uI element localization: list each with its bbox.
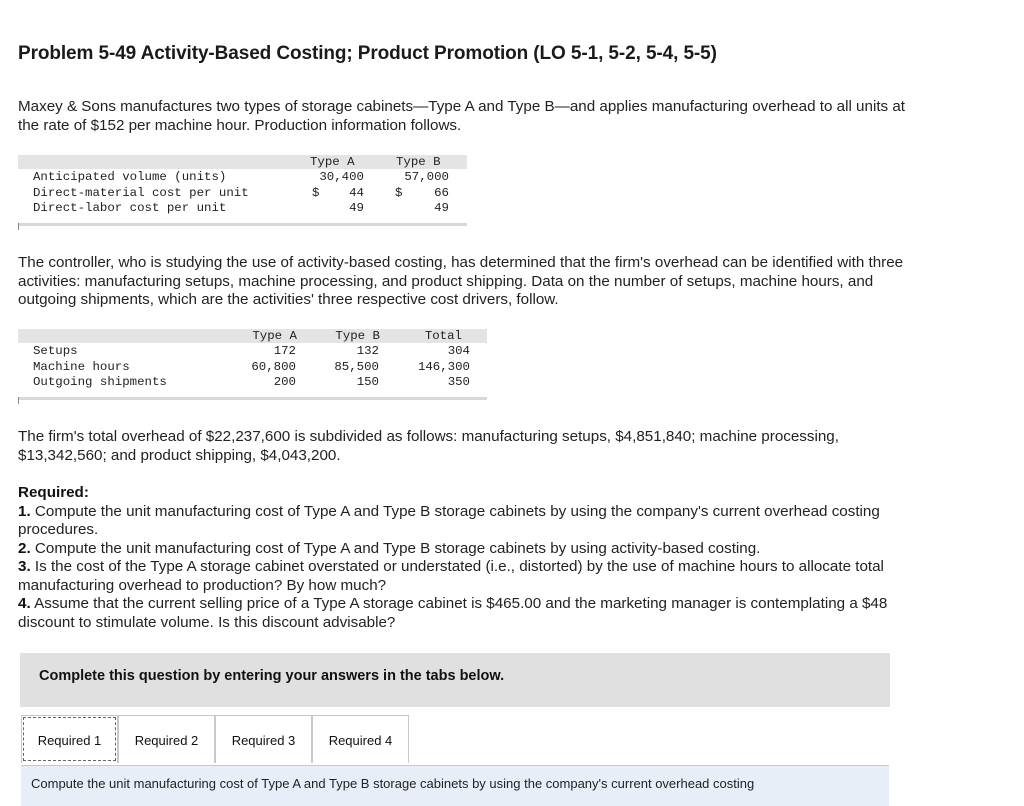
required-item-text: Compute the unit manufacturing cost of Type A and Type B storage cabinets by using the company's current overhead costing <box>34 502 880 520</box>
table1-row-label: Anticipated volume (units) <box>33 170 227 184</box>
table1-row-b: 49 <box>434 201 449 215</box>
required-item-number: 3. <box>18 558 31 575</box>
tab-content-panel <box>21 765 889 806</box>
table2-row-a: 60,800 <box>251 360 296 374</box>
required-item-number: 2. <box>18 539 31 557</box>
required-item <box>18 503 998 522</box>
table2-row-total: 304 <box>447 344 470 358</box>
table2-row-b: 132 <box>356 344 379 358</box>
controller-paragraph <box>18 254 903 310</box>
required-item-continued: procedures. <box>18 521 99 538</box>
table1-header-type-b: Type B <box>396 155 441 169</box>
table1-header-type-a: Type A <box>310 155 355 169</box>
intro-line-1: Maxey & Sons manufactures two types of storage cabinets—Type A and Type B—and applies manufacturing overhead to all units at <box>18 98 906 115</box>
table1-scroll-tick <box>18 223 19 230</box>
table2-bottom-rule <box>18 397 487 400</box>
table1-row-label: Direct-material cost per unit <box>33 186 249 200</box>
required-item <box>18 540 998 559</box>
tab-required-1[interactable]: Required 1 <box>21 715 118 763</box>
table1-row-a-dollar: $ <box>312 186 320 200</box>
intro-paragraph <box>18 98 905 135</box>
table2-row-total: 350 <box>447 375 470 389</box>
required-item-text: Compute the unit manufacturing cost of Type A and Type B storage cabinets by using activity-based costing. <box>34 539 761 557</box>
table1-row-b: 66 <box>434 186 449 200</box>
required-item <box>18 558 998 577</box>
table1-bottom-rule <box>18 223 467 226</box>
required-item-text: Assume that the current selling price of a Type A storage cabinet is $465.00 and the marketing manager is contemplating a $48 <box>34 595 888 612</box>
controller-line-2: activities: manufacturing setups, machine processing, and product shipping. Data on the number of setups, machine hours, and <box>18 272 874 290</box>
overhead-paragraph <box>18 428 839 465</box>
tab-required-2[interactable]: Required 2 <box>118 715 215 763</box>
table1-row-a: 49 <box>349 201 364 215</box>
table2-row-total: 146,300 <box>417 360 470 374</box>
table1-row-label: Direct-labor cost per unit <box>33 201 227 215</box>
tab-required-3[interactable]: Required 3 <box>215 715 312 763</box>
table1-row-b-dollar: $ <box>395 186 403 200</box>
table1-row-a: 44 <box>349 186 364 200</box>
table2-row-label: Outgoing shipments <box>33 375 167 389</box>
required-section <box>18 484 998 632</box>
problem-title: Problem 5-49 Activity-Based Costing; Product Promotion (LO 5-1, 5-2, 5-4, 5-5) <box>18 43 717 64</box>
table2-row-label: Setups <box>33 344 78 358</box>
required-item <box>18 595 998 614</box>
overhead-line-2: $13,342,560; and product shipping, $4,043,200. <box>18 446 341 464</box>
intro-line-2: the rate of $152 per machine hour. Production information follows. <box>18 116 462 134</box>
required-item-continued: manufacturing overhead to production? By how much? <box>18 576 387 594</box>
table2-header-type-b: Type B <box>335 329 380 343</box>
table2-row-b: 150 <box>356 375 379 389</box>
required-item-text: Is the cost of the Type A storage cabinet overstated or understated (i.e., distorted) by the use of machine hours to allocate total <box>34 558 884 575</box>
table2-scroll-tick <box>18 397 19 404</box>
overhead-line-1: The firm's total overhead of $22,237,600 is subdivided as follows: manufacturing setups, $4,851,840; machine processing, <box>18 428 839 445</box>
required-item-continued: discount to stimulate volume. Is this discount advisable? <box>18 613 396 631</box>
table2-header-total: Total <box>424 329 462 343</box>
table2-row-a: 200 <box>273 375 296 389</box>
table2-row-label: Machine hours <box>33 360 130 374</box>
tab-required-4[interactable]: Required 4 <box>312 715 409 763</box>
tab-content-instruction: Compute the unit manufacturing cost of Type A and Type B storage cabinets by using the company's current overhead costing <box>31 776 755 791</box>
required-heading: Required: <box>18 484 89 501</box>
instructions-banner <box>20 653 890 707</box>
required-item-number: 4. <box>18 595 31 612</box>
controller-line-1: The controller, who is studying the use of activity-based costing, has determined that the firm's overhead can be identified with three <box>18 254 904 271</box>
table2-row-a: 172 <box>273 344 296 358</box>
banner-text: Complete this question by entering your answers in the tabs below. <box>39 668 505 684</box>
table1-row-a: 30,400 <box>319 170 364 184</box>
required-item-number: 1. <box>18 502 31 520</box>
controller-line-3: outgoing shipments, which are the activities' three respective cost drivers, follow. <box>18 291 559 308</box>
table1-row-b: 57,000 <box>404 170 449 184</box>
table2-header-type-a: Type A <box>252 329 297 343</box>
table2-row-b: 85,500 <box>334 360 379 374</box>
